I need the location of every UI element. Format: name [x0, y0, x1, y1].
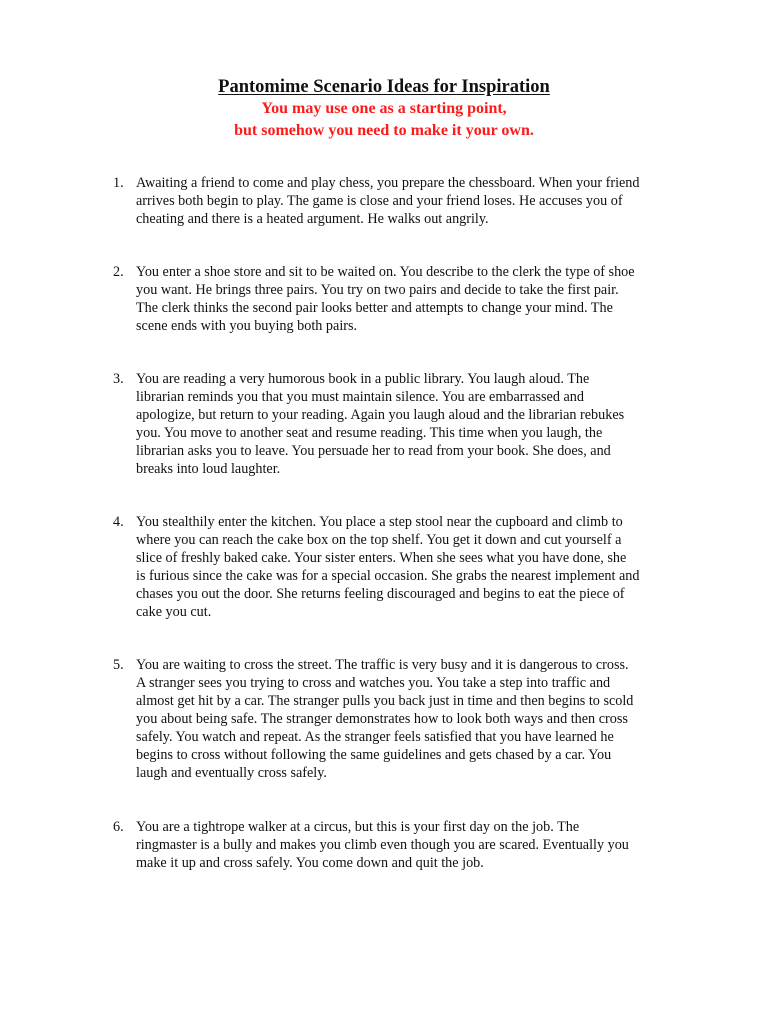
subtitle-line-2: but somehow you need to make it your own.	[234, 122, 534, 139]
scenario-line: safely. You watch and repeat. As the stranger feels satisfied that you have learned he	[136, 729, 614, 745]
scenario-line: arrives both begin to play. The game is close and your friend loses. He accuses you of	[136, 193, 623, 209]
scenario-line: You are a tightrope walker at a circus, but this is your first day on the job. The	[136, 819, 580, 835]
scenario-line: apologize, but return to your reading. Again you laugh aloud and the librarian rebukes	[136, 407, 625, 423]
scenario-line: make it up and cross safely. You come down and quit the job.	[136, 855, 484, 871]
scenario-line: where you can reach the cake box on the top shelf. You get it down and cut yourself a	[136, 532, 622, 548]
scenario-line: chases you out the door. She returns feeling discouraged and begins to eat the piece of	[136, 586, 625, 602]
scenario-line: Awaiting a friend to come and play chess, you prepare the chessboard. When your friend	[136, 175, 640, 191]
scenario-line: cheating and there is a heated argument. He walks out angrily.	[136, 211, 489, 227]
scenario-line: librarian reminds you that you must maintain silence. You are embarrassed and	[136, 389, 584, 405]
scenario-line: You stealthily enter the kitchen. You place a step stool near the cupboard and climb to	[136, 514, 623, 530]
scenario-text	[136, 174, 676, 228]
scenario-line: laugh and eventually cross safely.	[136, 765, 327, 781]
scenario-line: scene ends with you buying both pairs.	[136, 318, 358, 334]
scenario-number: 4.	[113, 514, 124, 530]
scenario-line: A stranger sees you trying to cross and watches you. You take a step into traffic and	[136, 675, 611, 691]
scenario-line: You enter a shoe store and sit to be waited on. You describe to the clerk the type of shoe	[136, 264, 635, 280]
scenario-line: ringmaster is a bully and makes you climb even though you are scared. Eventually you	[136, 837, 629, 853]
scenario-line: you. You move to another seat and resume reading. This time when you laugh, the	[136, 425, 603, 441]
scenario-number: 3.	[113, 371, 124, 387]
scenario-line: slice of freshly baked cake. Your sister enters. When she sees what you have done, she	[136, 550, 627, 566]
scenario-number: 2.	[113, 264, 124, 280]
scenario-line: You are reading a very humorous book in a public library. You laugh aloud. The	[136, 371, 590, 387]
scenario-line: You are waiting to cross the street. The traffic is very busy and it is dangerous to cross.	[136, 657, 629, 673]
scenario-line: cake you cut.	[136, 604, 212, 620]
scenario-text	[136, 513, 676, 621]
scenario-line: you want. He brings three pairs. You try on two pairs and decide to take the first pair.	[136, 282, 619, 298]
scenario-line: librarian asks you to leave. You persuade her to read from your book. She does, and	[136, 443, 611, 459]
scenario-line: you about being safe. The stranger demonstrates how to look both ways and then cross	[136, 711, 628, 727]
scenario-text	[136, 370, 676, 478]
scenario-text	[136, 263, 676, 335]
scenario-line: is furious since the cake was for a special occasion. She grabs the nearest implement and	[136, 568, 640, 584]
scenario-line: The clerk thinks the second pair looks better and attempts to change your mind. The	[136, 300, 613, 316]
scenario-number: 6.	[113, 819, 124, 835]
scenario-text	[136, 656, 676, 782]
scenario-line: breaks into loud laughter.	[136, 461, 281, 477]
document-header	[0, 76, 768, 142]
document-title: Pantomime Scenario Ideas for Inspiration	[218, 77, 550, 97]
scenario-line: almost get hit by a car. The stranger pulls you back just in time and then begins to scold	[136, 693, 634, 709]
subtitle-line-1: You may use one as a starting point,	[261, 100, 507, 117]
scenario-number: 5.	[113, 657, 124, 673]
scenario-number: 1.	[113, 175, 124, 191]
scenario-text	[136, 818, 676, 872]
scenario-line: begins to cross without following the same guidelines and gets chased by a car. You	[136, 747, 612, 763]
